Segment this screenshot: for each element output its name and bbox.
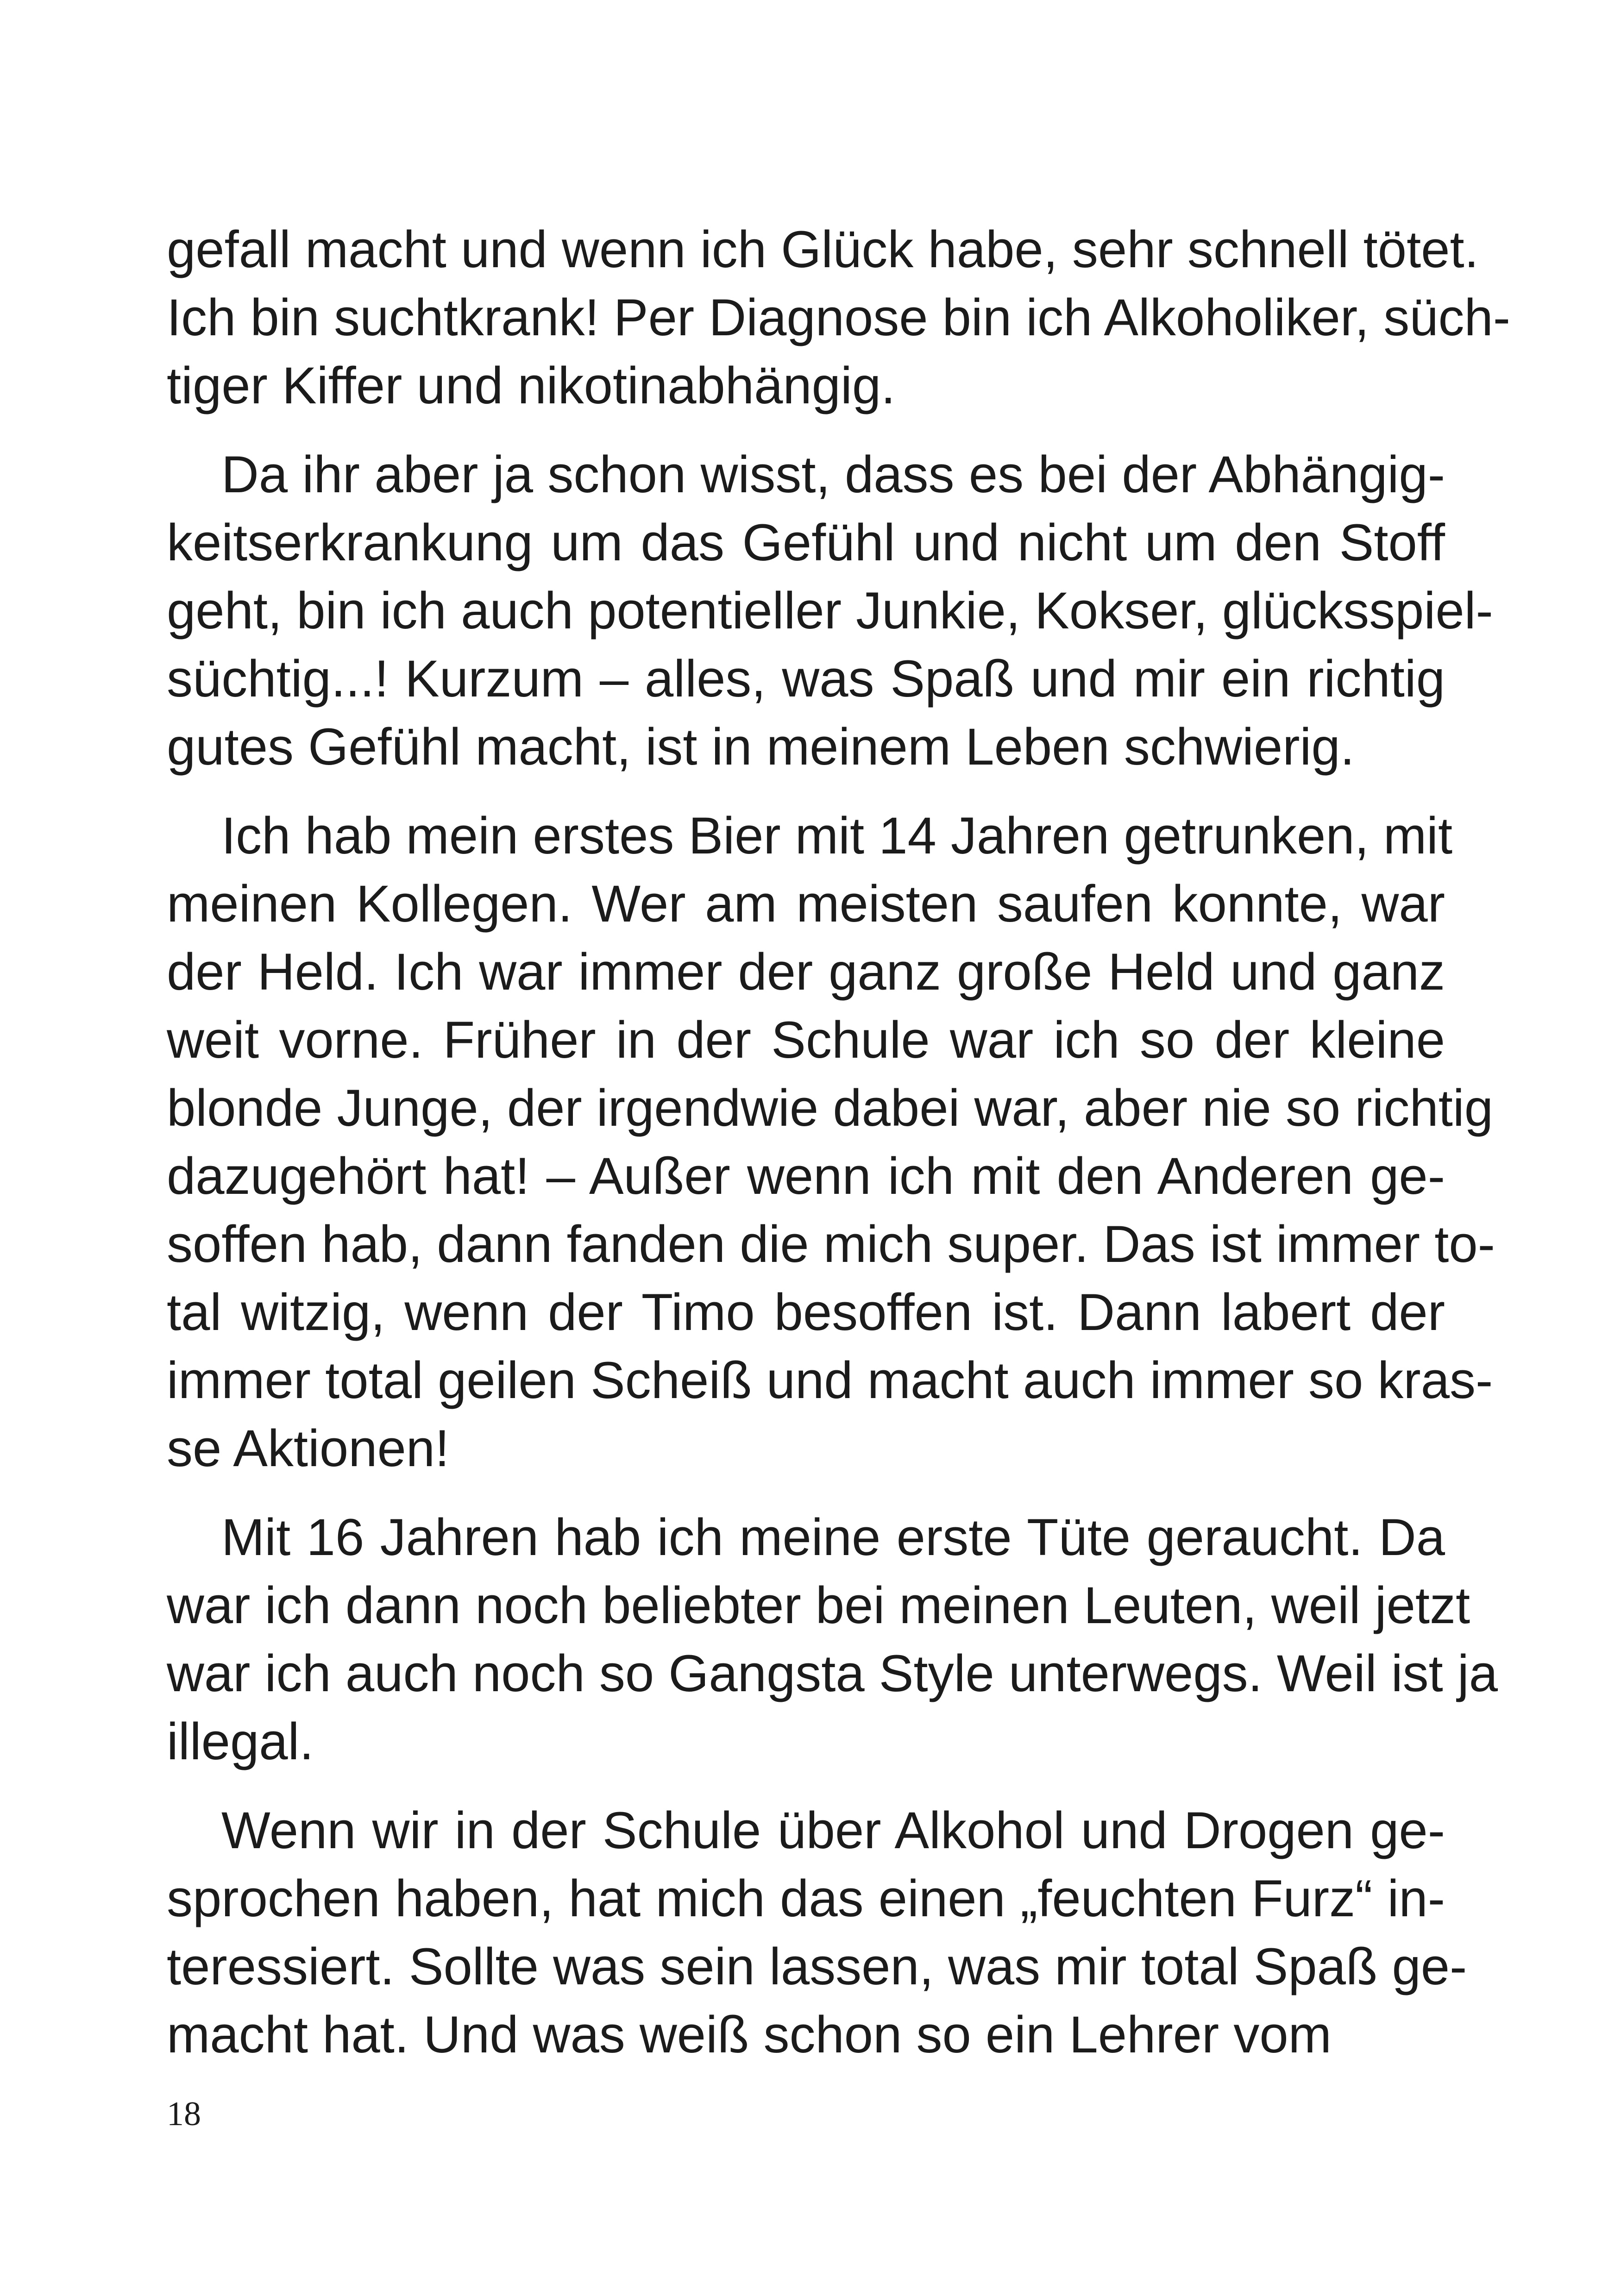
text-line: illegal. [167,1713,314,1770]
page-number: 18 [167,2095,201,2133]
text-line: soffen hab, dann fanden die mich super. Das ist immer to- [167,1215,1495,1273]
text-line: war ich dann noch beliebter bei meinen Leuten, weil jetzt [167,1576,1470,1634]
paragraph [167,1503,1498,1775]
text-line: tal witzig, wenn der Timo besoffen ist. Dann labert der [167,1283,1445,1341]
text-line: macht hat. Und was weiß schon so ein Lehrer vom [167,2006,1332,2064]
text-line: gutes Gefühl macht, ist in meinem Leben schwierig. [167,718,1355,776]
text-line: Ich bin suchtkrank! Per Diagnose bin ich Alkoholiker, süch- [167,289,1511,346]
paragraph-gap [167,1482,1445,1503]
text-line: sprochen haben, hat mich das einen „feuchten Furz“ in- [167,1869,1445,1927]
text-line: süchtig...! Kurzum – alles, was Spaß und mir ein richtig [167,650,1445,708]
paragraph-gap [167,1775,1445,1796]
text-line: Da ihr aber ja schon wisst, dass es bei der Abhängig- [221,445,1445,503]
text-line: geht, bin ich auch potentieller Junkie, Kokser, glücksspiel- [167,582,1493,640]
paragraph [167,215,1511,420]
paragraph [167,802,1495,1482]
text-line: Ich hab mein erstes Bier mit 14 Jahren getrunken, mit [221,807,1453,865]
text-line: keitserkrankung um das Gefühl und nicht um den Stoff [167,514,1445,571]
text-line: gefall macht und wenn ich Glück habe, sehr schnell tötet. [167,220,1479,278]
text-line: weit vorne. Früher in der Schule war ich so der kleine [167,1011,1445,1069]
text-line: immer total geilen Scheiß und macht auch immer so kras- [167,1351,1493,1409]
text-line: Wenn wir in der Schule über Alkohol und Drogen ge- [221,1801,1445,1859]
body-text [167,215,1511,2069]
text-line: war ich auch noch so Gangsta Style unterwegs. Weil ist ja [167,1644,1498,1702]
text-line: meinen Kollegen. Wer am meisten saufen konnte, war [167,875,1445,933]
text-line: Mit 16 Jahren hab ich meine erste Tüte geraucht. Da [221,1508,1445,1566]
text-line: der Held. Ich war immer der ganz große Held und ganz [167,943,1445,1001]
paragraph-gap [167,420,1445,440]
paragraph-gap [167,781,1445,802]
text-line: blonde Junge, der irgendwie dabei war, aber nie so richtig [167,1079,1494,1137]
text-line: dazugehört hat! – Außer wenn ich mit den Anderen ge- [167,1147,1445,1205]
text-line: tiger Kiffer und nikotinabhängig. [167,357,896,414]
text-line: teressiert. Sollte was sein lassen, was mir total Spaß ge- [167,1938,1467,1995]
text-line: se Aktionen! [167,1419,450,1477]
paragraph [167,440,1493,781]
paragraph [167,1796,1467,2069]
